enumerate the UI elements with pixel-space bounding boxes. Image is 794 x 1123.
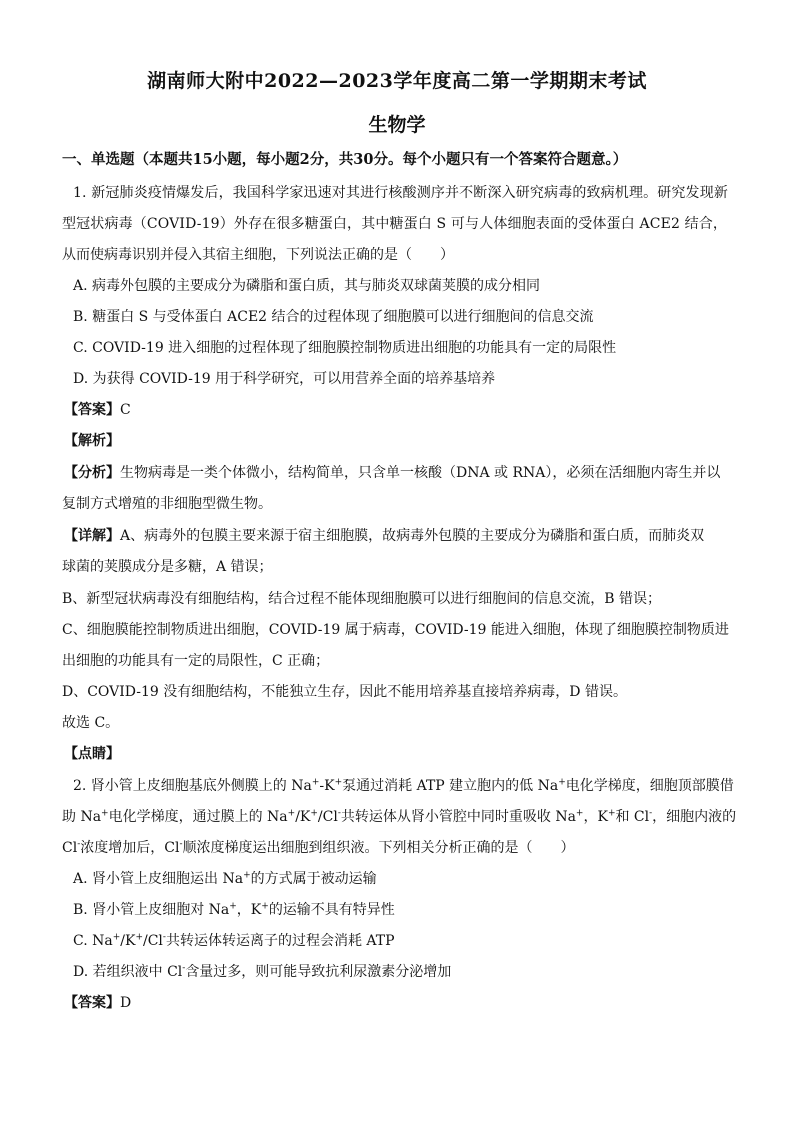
q2-text: 助 Na [62,809,102,825]
q2-stem-line-1 [73,777,734,795]
q1-answer [64,401,131,419]
sup: + [229,901,237,912]
q2-opt-text: C. Na [73,933,113,949]
q2-text: 顺浓度梯度运出细胞到组织液。下列相关分析正确的是（ ） [182,840,575,856]
q2-text: 浓度增加后，Cl [80,840,180,856]
sup: - [649,808,653,819]
q2-text: 电化学梯度，细胞顶部膜借 [565,778,734,794]
exam-title: 湖南师大附中2022—2023学年度高二第一学期期末考试 [147,70,647,92]
fenxi-label: 【分析】 [64,465,120,481]
q1-detail-line-1 [64,527,704,545]
q1-fenxi-line-2: 复制方式增殖的非细胞型微生物。 [62,496,272,512]
q1-stem-line-2: 型冠状病毒（COVID-19）外存在很多糖蛋白，其中糖蛋白 S 可与人体细胞表面的受体蛋白 ACE2 结合， [62,216,728,232]
answer-value: C [120,402,131,418]
q2-stem-line-2 [62,808,736,826]
q1-option-b: B. 糖蛋白 S 与受体蛋白 ACE2 结合的过程体现了细胞膜可以进行细胞间的信息交流 [73,309,594,325]
q2-text: /K [295,809,311,825]
sup: + [112,932,121,943]
q2-text: 和 Cl [615,809,650,825]
q1-detail-line-7: 故选 C。 [62,715,120,731]
q2-text: 2. 肾小管上皮细胞基底外侧膜上的 Na [73,778,312,794]
q1-stem-line-1: 1. 新冠肺炎疫情爆发后，我国科学家迅速对其进行核酸测序并不断深入研究病毒的致病机理。研究发现新 [73,185,729,201]
q2-text: 共转运体从肾小管腔中同时重吸收 Na [340,809,576,825]
q2-stem-line-3 [62,839,575,857]
q2-opt-text: 含量过多，则可能导致抗利尿激素分泌增加 [185,964,452,980]
q2-opt-text: B. 肾小管上皮细胞对 Na [73,902,230,918]
q1-detail-line-2: 球菌的荚膜成分是多糖，A 错误； [62,559,273,575]
q2-opt-text: 的运输不具有特异性 [268,902,395,918]
sup: - [77,839,81,850]
sup: - [179,839,183,850]
analysis-label: 【解析】 [64,433,120,449]
answer-label: 【答案】 [64,995,120,1011]
q2-text: -K [319,778,335,794]
q1-option-a: A. 病毒外包膜的主要成分为磷脂和蛋白质，其与肺炎双球菌荚膜的成分相同 [73,278,541,294]
sup: + [575,808,584,819]
q1-option-c: C. COVID-19 进入细胞的过程体现了细胞膜控制物质进出细胞的功能具有一定的局限性 [73,340,617,356]
q2-answer [64,994,131,1012]
q1-stem-line-3: 从而使病毒识别并侵入其宿主细胞，下列说法正确的是（ ） [62,247,454,263]
q2-text: /Cl [317,809,338,825]
sup: - [182,963,186,974]
q2-text: 电化学梯度，通过膜上的 Na [108,809,288,825]
q1-detail-line-6: D、COVID-19 没有细胞结构，不能独立生存，因此不能用培养基直接培养病毒，D 错误。 [62,684,627,700]
q1-detail-line-4: C、细胞膜能控制物质进出细胞，COVID-19 属于病毒，COVID-19 能进入细胞，体现了细胞膜控制物质进 [62,622,729,638]
q2-option-c [73,932,395,950]
sup: + [243,870,251,881]
sup: + [287,808,296,819]
comment-label: 【点睛】 [64,746,120,762]
sup: + [334,777,343,788]
q2-opt-text: 共转运体转运离子的过程会消耗 ATP [165,933,395,949]
q2-option-b [73,901,395,919]
q2-opt-text: D. 若组织液中 Cl [73,964,183,980]
sup: - [337,808,341,819]
detail-text-1: A、病毒外的包膜主要来源于宿主细胞膜，故病毒外包膜的主要成分为磷脂和蛋白质，而肺炎双 [120,528,705,544]
section-heading: 一、单选题（本题共15小题，每小题2分，共30分。每个小题只有一个答案符合题意。） [62,151,628,168]
sup: + [558,777,566,788]
sup: + [310,808,318,819]
q2-text: Cl [62,840,78,856]
sup: + [311,777,320,788]
detail-label: 【详解】 [64,528,120,544]
q2-text: ，细胞内液的 [652,809,737,825]
q2-opt-text: 的方式属于被动运输 [250,871,377,887]
answer-value: D [120,995,132,1011]
sup: + [261,901,269,912]
q1-detail-line-3: B、新型冠状病毒没有细胞结构，结合过程不能体现细胞膜可以进行细胞间的信息交流，B 错误； [62,591,662,607]
sup: - [162,932,166,943]
sup: + [101,808,109,819]
q2-opt-text: ，K [236,902,262,918]
q1-option-d: D. 为获得 COVID-19 用于科学研究，可以用营养全面的培养基培养 [73,371,496,387]
q1-fenxi-line-1 [64,464,720,482]
q2-option-a [73,870,377,888]
sup: + [607,808,616,819]
q2-option-d [73,963,451,981]
q2-opt-text: /Cl [143,933,163,949]
subject-title: 生物学 [368,114,426,136]
q2-text: ，K [583,809,608,825]
q2-opt-text: /K [120,933,136,949]
fenxi-text-1: 生物病毒是一类个体微小，结构简单，只含单一核酸（DNA 或 RNA），必须在活细胞内寄生并以 [120,465,721,481]
q2-text: 泵通过消耗 ATP 建立胞内的低 Na [342,778,559,794]
sup: + [135,932,143,943]
q2-opt-text: A. 肾小管上皮细胞运出 Na [73,871,244,887]
q1-detail-line-5: 出细胞的功能具有一定的局限性，C 正确； [62,653,330,669]
answer-label: 【答案】 [64,402,120,418]
